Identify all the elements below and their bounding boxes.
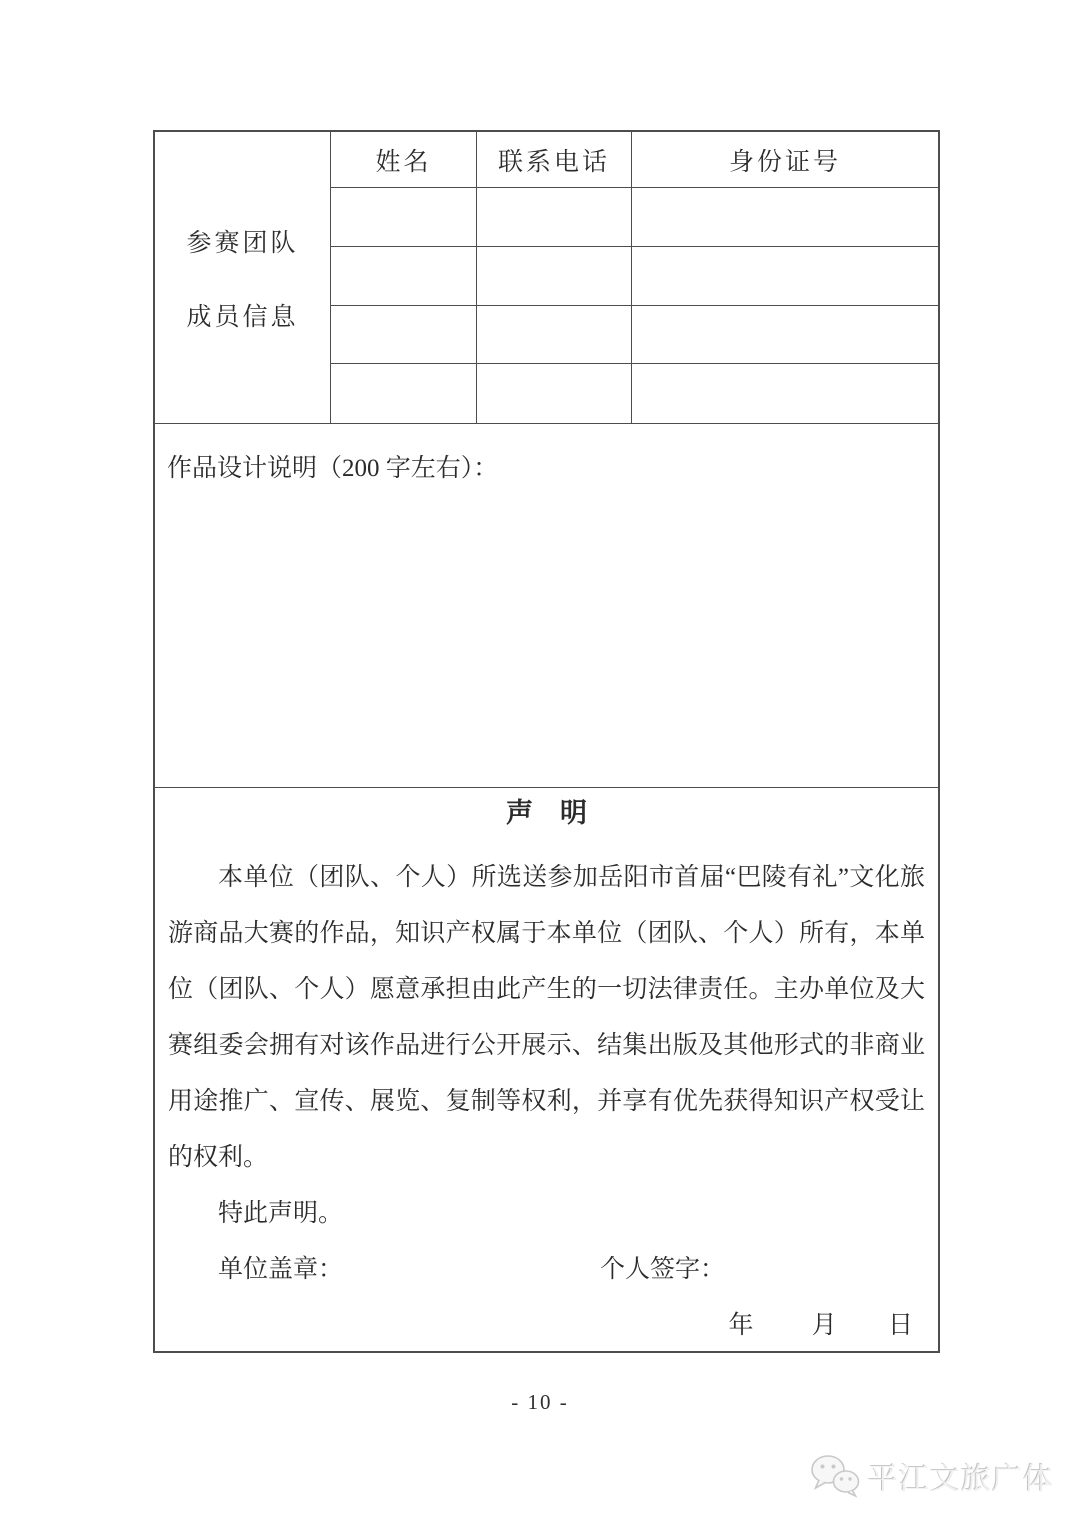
team-member-info-label [155,132,331,423]
personal-signature-label: 个人签字： [600,1256,726,1283]
member-id-cell [632,306,938,365]
member-id-cell [632,364,938,423]
design-description-label: 作品设计说明（200 字左右）： [167,455,499,482]
member-name-cell [331,188,477,247]
declaration-closing: 特此声明。 [218,1200,344,1227]
signature-row [168,1242,925,1298]
member-id-cell [632,188,938,247]
date-year-label: 年 [728,1312,754,1339]
member-name-cell [331,306,477,365]
watermark-text: 平江文旅广体 [868,1463,1054,1496]
registration-form-table [153,130,940,1353]
member-phone-cell [477,247,632,306]
column-header-name: 姓名 [331,132,477,188]
member-phone-cell [477,188,632,247]
column-header-id-number: 身份证号 [632,132,938,188]
declaration-section [155,788,938,1351]
design-description-section [155,424,938,788]
member-id-cell [632,247,938,306]
date-row [168,1298,925,1351]
member-info-section [155,132,938,424]
member-table-grid [331,132,938,423]
watermark [807,1452,1054,1500]
wechat-icon [807,1452,863,1500]
team-member-label-line1: 参赛团队 [186,229,299,257]
page-number: - 10 - [511,1390,569,1414]
member-phone-cell [477,364,632,423]
unit-seal-label: 单位盖章： [218,1256,344,1283]
column-header-phone: 联系电话 [477,132,632,188]
member-name-cell [331,247,477,306]
date-month-label: 月 [811,1312,837,1339]
date-day-label: 日 [887,1312,913,1339]
member-name-cell [331,364,477,423]
team-member-label-line2: 成员信息 [186,303,299,331]
declaration-title: 声 明 [506,798,587,828]
member-phone-cell [477,306,632,365]
declaration-body: 本单位（团队、个人）所选送参加岳阳市首届“巴陵有礼”文化旅游商品大赛的作品，知识产权属于本单位（团队、个人）所有，本单位（团队、个人）愿意承担由此产生的一切法律责任。主办单位及大赛组委会拥有对该作品进行公开展示、结集出版及其他形式的非商业用途推广、宣传、展览、复制等权利，并享有优先获得知识产权受让的权利。 [168,864,925,1171]
